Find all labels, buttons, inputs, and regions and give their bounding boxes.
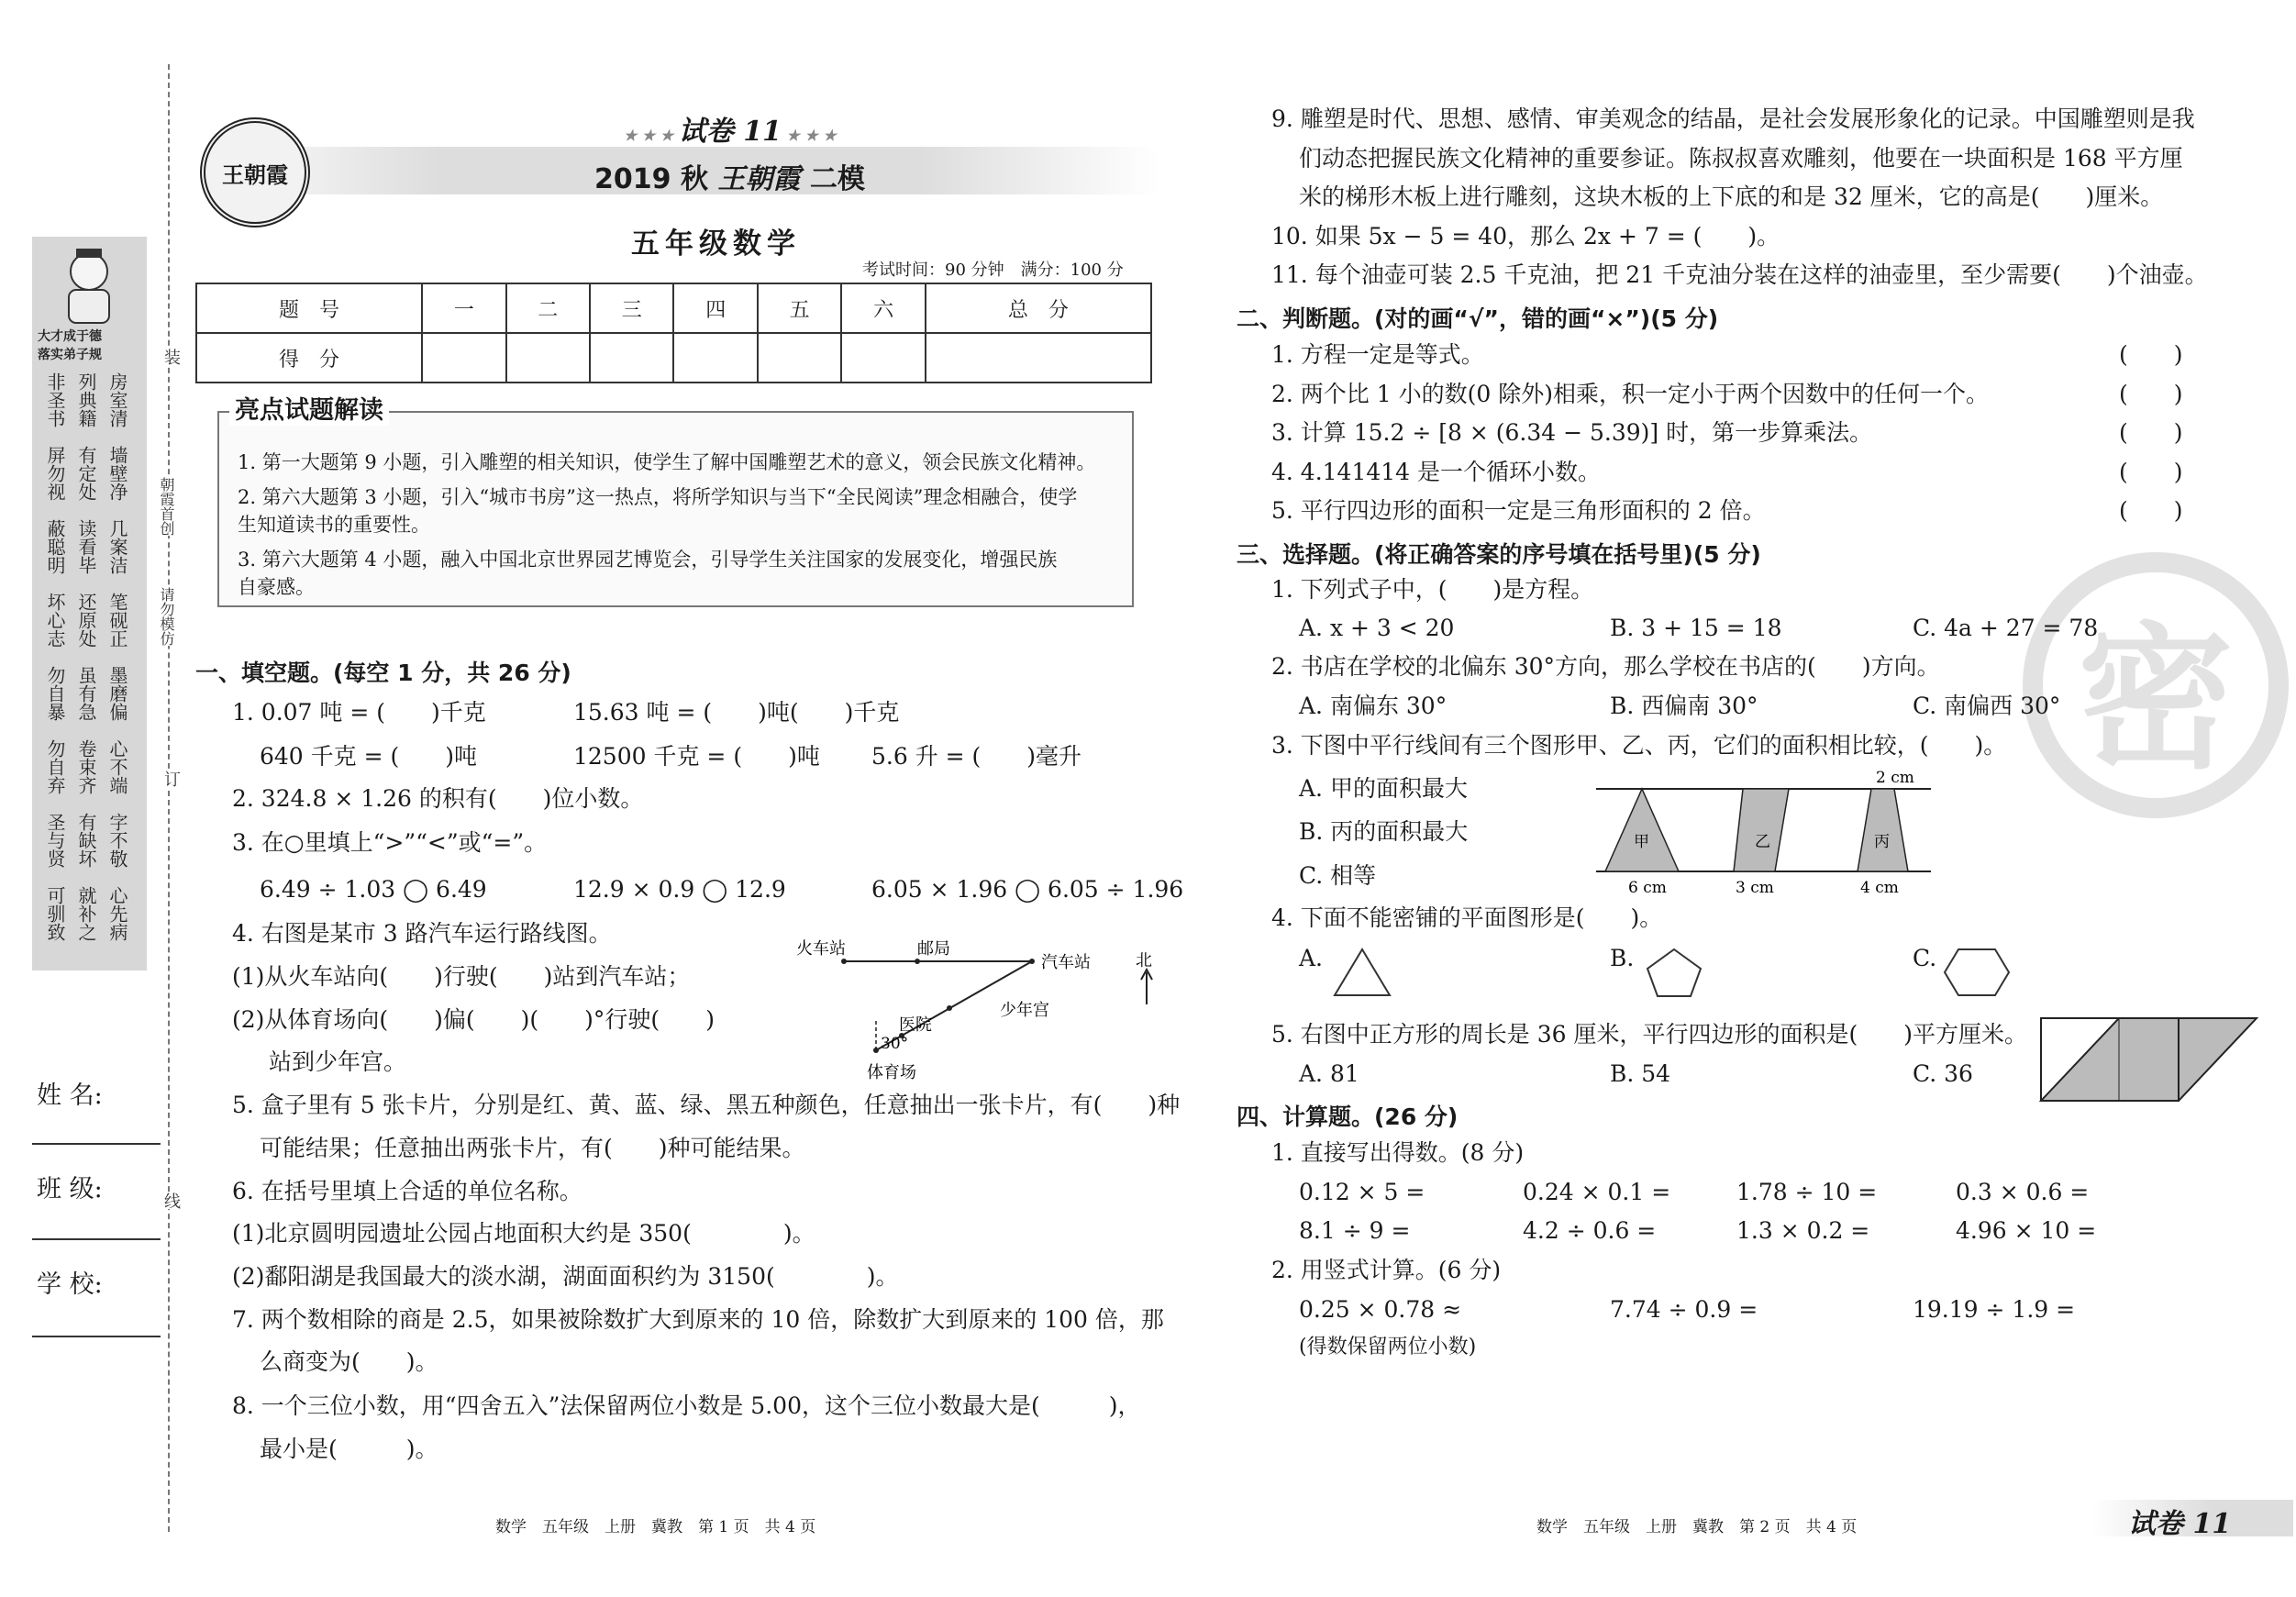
q3-5-a: A. 81 [1299,1060,1359,1087]
left-footer: 数学 五年级 上册 冀教 第 1 页 共 4 页 [495,1518,816,1536]
brand-logo [200,117,310,227]
highlight-2: 2. 第六大题第 3 小题，引入“城市书房”这一热点，将所学知识与当下“全民阅读”理念相融合，使学 [238,486,1078,508]
q4-1-r1c3: 1.78 ÷ 10 = [1736,1179,1878,1205]
sidebar-rule-4: 有定处 [75,446,97,501]
sidebar-rule-2: 房室清 [106,372,128,427]
right-footer: 数学 五年级 上册 冀教 第 2 页 共 4 页 [1536,1518,1858,1536]
score-cell-7[interactable] [926,333,1151,383]
q1-3: 3. 在○里填上“>”“<”或“=”。 [232,829,548,856]
q3-4-c: C. [1913,945,1937,971]
seal-char: 密 [2077,608,2234,791]
score-cell-3[interactable] [590,333,673,383]
score-table [195,283,1152,383]
score-cell-5[interactable] [758,333,841,383]
exam-title: 2019 秋 王朝霞 二模 [594,163,865,195]
q2-5: 5. 平行四边形的面积一定是三角形面积的 2 倍。 [1271,497,1766,524]
score-header-7: 总 分 [926,283,1151,333]
q1-1d: 12500 千克 = ( )吨 [573,743,820,770]
school-label: 学 校: [37,1270,103,1299]
q1-9c: 米的梯形木板上进行雕刻，这块木板的上下底的和是 32 厘米，它的高是( )厘米。 [1299,183,2164,210]
q4-1-r2c3: 1.3 × 0.2 = [1736,1217,1870,1244]
name-label: 姓 名: [37,1081,103,1110]
q2-1-answer[interactable]: ( ) [2119,341,2183,368]
sidebar-rule-1: 列典籍 [75,372,97,427]
dim-4cm: 4 cm [1860,879,1899,897]
dim-3cm: 3 cm [1736,879,1774,897]
q1-4-2: (2)从体育场向( )偏( )( )°行驶( ) [232,1006,715,1033]
score-header-6: 六 [841,283,925,333]
highlight-3b: 自豪感。 [238,576,315,598]
q3-1-b: B. 3 + 15 = 18 [1610,615,1782,641]
q4-1: 1. 直接写出得数。(8 分) [1271,1139,1525,1166]
q3-2-c: C. 南偏西 30° [1913,693,2061,719]
q2-3: 3. 计算 15.2 ÷ [8 × (6.34 − 5.39)] 时，第一步算乘法。 [1271,419,1873,446]
q1-10: 10. 如果 5x − 5 = 40，那么 2x + 7 = ( )。 [1271,223,1780,250]
score-cell-4[interactable] [673,333,757,383]
q1-2: 2. 324.8 × 1.26 的积有( )位小数。 [232,785,644,812]
q1-6: 6. 在括号里填上合适的单位名称。 [232,1178,582,1204]
confidential-seal [2023,552,2289,818]
q3-5-b: B. 54 [1610,1060,1671,1087]
highlights-title: 亮点试题解读 [229,390,389,426]
sidebar-rule-15: 勿自弃 [44,739,66,794]
sidebar-rule-21: 可驯致 [44,886,66,941]
q4-2-c3: 19.19 ÷ 1.9 = [1913,1296,2076,1323]
q4-1-r1c4: 0.3 × 0.6 = [1956,1179,2090,1205]
score-header-1: 一 [422,283,505,333]
q4-1-r2c2: 4.2 ÷ 0.6 = [1523,1217,1657,1244]
sidebar-motto-2: 落实弟子规 [38,348,102,362]
class-field[interactable] [32,1238,161,1240]
sidebar-rule-5: 墙壁净 [106,446,128,501]
q1-7b: 么商变为( )。 [260,1348,438,1375]
q4-2-c1: 0.25 × 0.78 ≈ [1299,1296,1462,1323]
score-header-3: 三 [590,283,673,333]
map-label-post: 邮局 [917,939,950,959]
paper-number: ★ ★ ★ 试卷 11 ★ ★ ★ [624,116,837,148]
sidebar-motto-1: 大才成于德 [38,329,102,344]
q3-2: 2. 书店在学校的北偏东 30°方向，那么学校在书店的( )方向。 [1271,653,1940,680]
score-header-5: 五 [758,283,841,333]
fold-mark-1: 装 [159,349,183,365]
q3-3-c: C. 相等 [1299,862,1377,889]
school-field[interactable] [32,1336,161,1337]
q4-1-r1c2: 0.24 × 0.1 = [1523,1179,1671,1205]
sidebar-rule-3: 屏勿视 [44,446,66,501]
map-label-hospital: 医院 [899,1015,932,1035]
score-cell-1[interactable] [422,333,505,383]
fold-mark-3: 线 [159,1192,183,1209]
score-header-0: 题 号 [196,283,422,333]
sidebar-rule-18: 圣与贤 [44,813,66,868]
shape-label-jia: 甲 [1634,833,1649,851]
q3-1-a: A. x + 3 < 20 [1299,615,1455,641]
q1-1b: 15.63 吨 = ( )吨( )千克 [573,699,900,726]
map-label-angle: 30° [881,1035,909,1053]
sidebar-rule-0: 非圣书 [44,372,66,427]
q3-4-b: B. [1610,945,1635,971]
map-label-bus: 汽车站 [1041,953,1091,972]
hexagon-icon [1940,945,2013,1000]
q1-4-1: (1)从火车站向( )行驶( )站到汽车站； [232,963,691,990]
shape-label-yi: 乙 [1755,833,1770,851]
highlight-3: 3. 第六大题第 4 小题，融入中国北京世界园艺博览会，引导学生关注国家的发展变化，增强民族 [238,549,1058,571]
map-label-north: 北 [1136,951,1152,970]
triangle-icon [1330,945,1394,1000]
q1-11: 11. 每个油壶可装 2.5 千克油，把 21 千克油分装在这样的油壶里，至少需要( )个油壶。 [1271,261,2208,288]
sidebar-rule-23: 心先病 [106,886,128,941]
shape-label-bing: 丙 [1874,833,1890,851]
sidebar-rule-16: 卷束齐 [75,739,97,794]
q2-4: 4. 4.141414 是一个循环小数。 [1271,459,1602,485]
q1-4-2b: 站到少年宫。 [269,1048,407,1075]
fold-mark-2: 订 [159,771,183,787]
score-cell-2[interactable] [506,333,590,383]
q2-2-answer[interactable]: ( ) [2119,381,2183,407]
sidebar-rule-9: 坏心志 [44,593,66,648]
sidebar-rule-19: 有缺坏 [75,813,97,868]
map-label-train: 火车站 [796,939,846,959]
q3-2-a: A. 南偏东 30° [1299,693,1447,719]
sidebar-rule-11: 笔砚正 [106,593,128,648]
sidebar-rule-10: 还原处 [75,593,97,648]
brand-logo-text: 王朝霞 [222,161,288,188]
q4-2: 2. 用竖式计算。(6 分) [1271,1257,1502,1283]
q1-3b: 12.9 × 0.9 ◯ 12.9 [573,876,786,903]
q3-5-c: C. 36 [1913,1060,1973,1087]
sidebar-rule-7: 读看毕 [75,519,97,574]
exam-info: 考试时间：90 分钟 满分：100 分 [862,261,1124,280]
q2-5-answer[interactable]: ( ) [2119,497,2183,524]
q2-2: 2. 两个比 1 小的数(0 除外)相乘，积一定小于两个因数中的任何一个。 [1271,381,1989,407]
subject-title: 五年级数学 [631,227,801,261]
q3-3: 3. 下图中平行线间有三个图形甲、乙、丙，它们的面积相比较，( )。 [1271,732,2007,759]
q3-3-b: B. 丙的面积最大 [1299,818,1469,845]
q1-1e: 5.6 升 = ( )毫升 [871,743,1082,770]
fold-note-1: 朝霞首创 [158,477,175,536]
q3-5: 5. 右图中正方形的周长是 36 厘米，平行四边形的面积是( )平方厘米。 [1271,1021,2028,1048]
q1-9b: 们动态把握民族文化精神的重要参证。陈叔叔喜欢雕刻，他要在一块面积是 168 平方厘 [1299,145,2183,172]
dim-6cm: 6 cm [1628,879,1667,897]
scholar-mascot-icon [52,244,126,327]
q4-1-r2c1: 8.1 ÷ 9 = [1299,1217,1411,1244]
q4-2-c2: 7.74 ÷ 0.9 = [1610,1296,1758,1323]
score-row-label: 得 分 [196,333,422,383]
sidebar-rule-12: 勿自暴 [44,666,66,721]
sidebar-rule-6: 蔽聪明 [44,519,66,574]
name-field[interactable] [32,1143,161,1145]
q1-4: 4. 右图是某市 3 路汽车运行路线图。 [232,920,612,947]
highlights-box [217,411,1134,607]
q1-1c: 640 千克 = ( )吨 [260,743,478,770]
q3-3-a: A. 甲的面积最大 [1299,775,1468,802]
q3-4-a: A. [1299,945,1324,971]
q1-5b: 可能结果；任意抽出两张卡片，有( )种可能结果。 [260,1135,805,1161]
q1-3a: 6.49 ÷ 1.03 ◯ 6.49 [260,876,487,903]
sidebar-panel [32,237,147,970]
q3-1: 1. 下列式子中，( )是方程。 [1271,576,1594,603]
sidebar-rule-17: 心不端 [106,739,128,794]
pentagon-icon [1642,945,1706,1000]
fold-note-2: 请勿模仿 [158,587,175,646]
score-header-4: 四 [673,283,757,333]
square-parallelogram-figure [2036,1014,2266,1105]
q1-8a: 8. 一个三位小数，用“四舍五入”法保留两位小数是 5.00，这个三位小数最大是( )， [232,1392,1141,1419]
sidebar-rule-20: 字不敬 [106,813,128,868]
q4-1-r1c1: 0.12 × 5 = [1299,1179,1425,1205]
q1-6-2: (2)鄱阳湖是我国最大的淡水湖，湖面面积约为 3150( )。 [232,1263,899,1290]
map-label-stadium: 体育场 [867,1063,916,1082]
parallel-shapes-figure [1592,766,1940,904]
class-label: 班 级: [37,1175,103,1203]
sidebar-rule-14: 墨磨偏 [106,666,128,721]
q1-8b: 最小是( )。 [260,1436,438,1462]
highlight-1: 1. 第一大题第 9 小题，引入雕塑的相关知识，使学生了解中国雕塑艺术的意义，领会民族文化精神。 [238,451,1096,473]
sidebar-rule-22: 就补之 [75,886,97,941]
q1-1a: 1. 0.07 吨 = ( )千克 [232,699,486,726]
q4-1-r2c4: 4.96 × 10 = [1956,1217,2097,1244]
q1-6-1: (1)北京圆明园遗址公园占地面积大约是 350( )。 [232,1220,815,1247]
highlight-2b: 生知道读书的重要性。 [238,514,430,536]
q2-3-answer[interactable]: ( ) [2119,419,2183,446]
sidebar-rule-8: 几案洁 [106,519,128,574]
fold-line [168,64,170,1532]
dim-2cm: 2 cm [1876,769,1914,787]
q1-7a: 7. 两个数相除的商是 2.5，如果被除数扩大到原来的 10 倍，除数扩大到原来的 100 倍，那 [232,1306,1164,1333]
score-header-2: 二 [506,283,590,333]
q3-2-b: B. 西偏南 30° [1610,693,1758,719]
section2-heading: 二、判断题。(对的画“√”，错的画“×”)(5 分) [1237,305,1719,332]
q1-9a: 9. 雕塑是时代、思想、感情、审美观念的结晶，是社会发展形象化的记录。中国雕塑则是我 [1271,105,2195,132]
route-map [789,931,1174,1082]
q2-4-answer[interactable]: ( ) [2119,459,2183,485]
q3-1-c: C. 4a + 27 = 78 [1913,615,2099,641]
q4-2-note: (得数保留两位小数) [1299,1336,1477,1359]
section4-heading: 四、计算题。(26 分) [1237,1103,1459,1130]
sidebar-rule-13: 虽有急 [75,666,97,721]
q1-5a: 5. 盒子里有 5 张卡片，分别是红、黄、蓝、绿、黑五种颜色，任意抽出一张卡片，有( )种 [232,1092,1181,1118]
q2-1: 1. 方程一定是等式。 [1271,341,1484,368]
section3-heading: 三、选择题。(将正确答案的序号填在括号里)(5 分) [1237,541,1761,568]
section1-heading: 一、填空题。(每空 1 分，共 26 分) [195,660,571,686]
q3-4: 4. 下面不能密铺的平面图形是( )。 [1271,904,1663,931]
score-cell-6[interactable] [841,333,925,383]
map-label-youth: 少年宫 [1000,1001,1049,1020]
corner-tag: 试卷 11 [2128,1508,2232,1540]
q1-3c: 6.05 × 1.96 ◯ 6.05 ÷ 1.96 [871,876,1184,903]
